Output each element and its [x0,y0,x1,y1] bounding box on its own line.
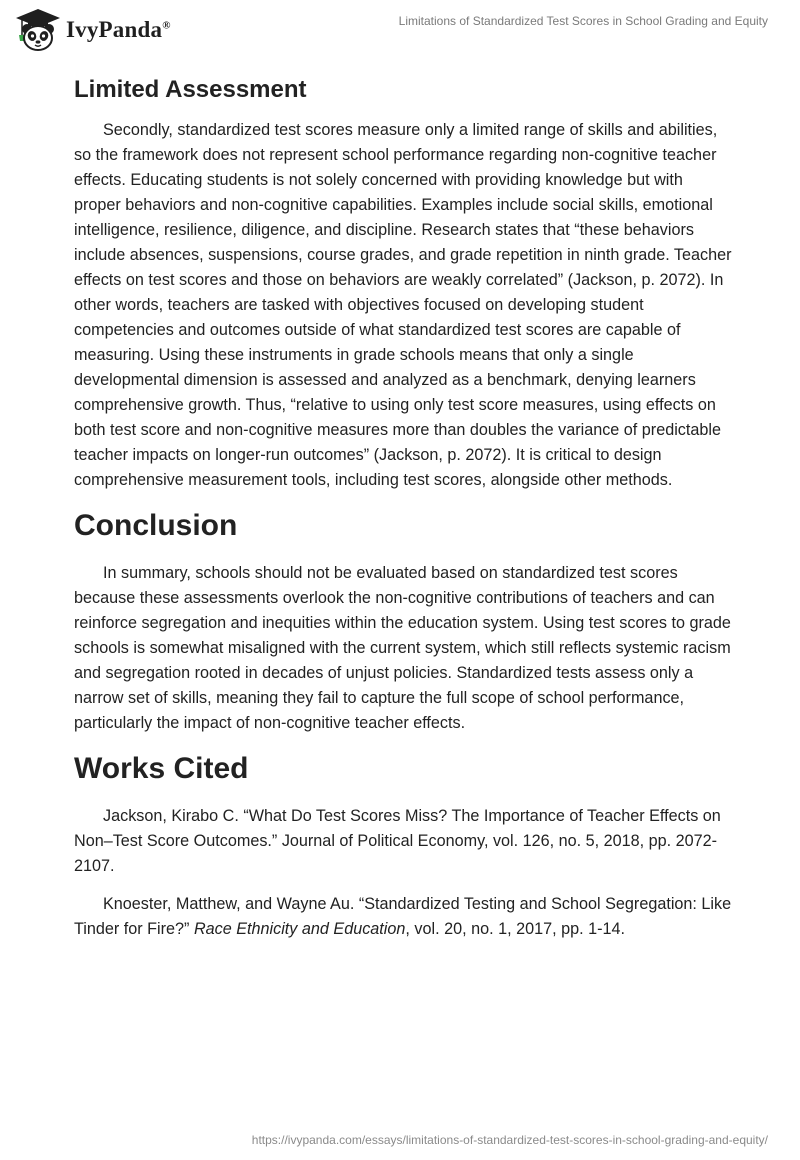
citation-knoester: Knoester, Matthew, and Wayne Au. “Standardized Testing and School Segregation: Like Tinder for Fire?” Race Ethnicity and Education, vol. 20, no. 1, 2017, pp. 1-14. [74,895,732,938]
paragraph-conclusion: In summary, schools should not be evaluated based on standardized test scores because these assessments overlook the non-cognitive contributions of teachers and can reinforce segregation and inequities within the education system. Using test scores to grade schools is somewhat misaligned with the current system, which still reflects systemic racism and segregation rooted in decades of unjust policies. Standardized tests assess only a narrow set of skills, meaning they fail to capture the full scope of school performance, particularly the impact of non-cognitive teacher effects. [74,564,731,732]
heading-limited-assessment: Limited Assessment [74,76,307,103]
article-body [74,70,734,955]
citation-journal-title: Race Ethnicity and Education [193,920,406,938]
paragraph-limited-assessment: Secondly, standardized test scores measure only a limited range of skills and abilities, so the framework does not represent school performance regarding non-cognitive teacher effects. Educating students is not solely concerned with providing knowledge but with proper behaviors and non-cognitive capabilities. Examples include social skills, emotional intelligence, resilience, diligence, and discipline. Research states that “these behaviors include absences, suspensions, course grades, and grade repetition in ninth grade. Teacher effects on test scores and those on behaviors are weakly correlated” (Jackson, p. 2072). In other words, teachers are tasked with objectives focused on developing student competencies and outcomes outside of what standardized test scores are capable of measuring. Using these instruments in grade schools means that only a single developmental dimension is assessed and analyzed as a benchmark, denying learners comprehensive growth. Thus, “relative to using only test score measures, using effects on both test score and non-cognitive measures more than doubles the variance of predictable teacher impacts on longer-run outcomes” (Jackson, p. 2072). It is critical to design comprehensive measurement tools, including test scores, alongside other methods. [74,121,732,489]
page-header [0,0,800,60]
citation-jackson: Jackson, Kirabo C. “What Do Test Scores Miss? The Importance of Teacher Effects on Non–Test Score Outcomes.” Journal of Political Economy, vol. 126, no. 5, 2018, pp. 2072-2107. [74,807,721,875]
brand-name: IvyPanda® [66,17,171,42]
brand-logo[interactable] [14,7,171,53]
document-title: Limitations of Standardized Test Scores in School Grading and Equity [398,14,768,28]
heading-works-cited: Works Cited [74,752,249,785]
panda-graduation-icon [14,7,62,53]
heading-conclusion: Conclusion [74,509,238,542]
source-url[interactable]: https://ivypanda.com/essays/limitations-of-standardized-test-scores-in-school-grading-and-equity/ [251,1133,768,1147]
